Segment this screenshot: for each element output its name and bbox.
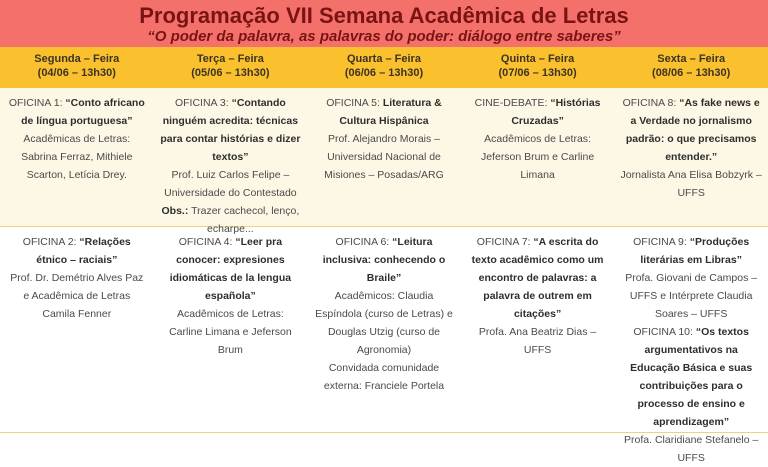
- page-title: Programação VII Semana Acadêmica de Letras: [139, 3, 629, 28]
- event-label: OFICINA 3:: [174, 97, 232, 109]
- event-title: “A escrita do texto acadêmico como um encontro de palavras: a palavra de outrem em citações”: [471, 236, 604, 320]
- event-cell-thursday-2: [461, 227, 615, 432]
- event-people: Acadêmicas de Letras: Sabrina Ferraz, Mithiele Scarton, Letícia Drey.: [21, 133, 133, 181]
- event-label: OFICINA 9:: [633, 236, 690, 248]
- event-title: “Histórias Cruzadas”: [511, 97, 601, 127]
- event-title: “Conto africano de língua portuguesa”: [21, 97, 145, 127]
- day-name: Segunda – Feira: [34, 53, 120, 65]
- event-title: “As fake news e a Verdade no jornalismo padrão: o que precisamos entender.”: [625, 97, 760, 163]
- event-people: Acadêmicos de Letras: Carline Limana e Jeferson Brum: [169, 308, 292, 356]
- event-people: Profa. Claridiane Stefanelo – UFFS: [624, 434, 759, 464]
- event-cell-friday-2: [614, 227, 768, 464]
- day-date: (08/06 – 13h30): [652, 67, 731, 79]
- event-label: OFICINA 5:: [326, 97, 383, 109]
- event-title: “Leitura inclusiva: conhecendo o Braile”: [322, 236, 446, 284]
- event-people: Profa. Giovani de Campos – UFFS e Intérprete Claudia Soares – UFFS: [625, 272, 758, 320]
- schedule-row-2: [0, 227, 768, 464]
- event-title: “Leer pra conocer: expresiones idiomáticas de la lengua española”: [169, 236, 292, 302]
- page-subtitle: “O poder da palavra, as palavras do poder: diálogo entre saberes”: [147, 28, 621, 45]
- event-cell-thursday-1: [461, 88, 615, 226]
- event-cell-monday-1: [0, 88, 154, 226]
- event-guest: Convidada comunidade externa: Franciele Portela: [323, 362, 445, 392]
- event-label: OFICINA 2:: [22, 236, 80, 248]
- day-date: (06/06 – 13h30): [344, 67, 424, 79]
- event-people: Profa. Ana Beatriz Dias – UFFS: [478, 326, 597, 356]
- event-cell-tuesday-2: [154, 227, 308, 432]
- day-name: Quinta – Feira: [500, 53, 575, 65]
- event-people: Prof. Dr. Demétrio Alves Paz e Acadêmica de Letras Camila Fenner: [10, 272, 144, 320]
- event-label: OFICINA 1:: [8, 97, 66, 109]
- obs-text: Trazer cachecol, lenço, echarpe...: [188, 205, 300, 235]
- event-label: OFICINA 6:: [335, 236, 393, 248]
- event-cell-monday-2: [0, 227, 154, 432]
- event-label: OFICINA 10:: [633, 326, 696, 338]
- event-title: “Produções literárias em Libras”: [640, 236, 750, 266]
- day-friday: [614, 47, 768, 88]
- day-wednesday: [307, 47, 461, 88]
- header: [0, 0, 768, 47]
- event-people: Acadêmicos: Claudia Espíndola (curso de Letras) e Douglas Utzig (curso de Agronomia): [315, 290, 453, 356]
- day-tuesday: [154, 47, 308, 88]
- event-people: Prof. Luiz Carlos Felipe – Universidade do Contestado: [164, 169, 297, 199]
- event-title: “Contando ninguém acredita: técnicas para contar histórias e dizer textos”: [160, 97, 301, 163]
- event-people: Prof. Alejandro Morais – Universidad Nacional de Misiones – Posadas/ARG: [324, 133, 444, 181]
- day-date: (07/06 – 13h30): [498, 67, 577, 79]
- day-thursday: [461, 47, 615, 88]
- event-cell-tuesday-1: [154, 88, 308, 235]
- event-label: OFICINA 8:: [622, 97, 680, 109]
- day-name: Sexta – Feira: [657, 53, 726, 65]
- event-cell-friday-1: [614, 88, 768, 226]
- event-label: OFICINA 4:: [178, 236, 236, 248]
- day-date: (05/06 – 13h30): [191, 67, 270, 79]
- day-name: Quarta – Feira: [346, 53, 421, 65]
- event-people: Acadêmicos de Letras: Jeferson Brum e Carline Limana: [480, 133, 595, 181]
- event-title: Literatura & Cultura Hispânica: [339, 97, 442, 127]
- schedule-row-1: [0, 88, 768, 235]
- event-title: “Relações étnico – raciais”: [36, 236, 131, 266]
- obs-label: Obs.:: [161, 205, 189, 217]
- event-label: OFICINA 7:: [476, 236, 534, 248]
- event-people: Jornalista Ana Elisa Bobzyrk – UFFS: [620, 169, 762, 199]
- day-name: Terça – Feira: [196, 53, 264, 65]
- event-cell-wednesday-2: [307, 227, 461, 432]
- event-label: CINE-DEBATE:: [474, 97, 551, 109]
- day-date: (04/06 – 13h30): [37, 67, 116, 79]
- day-monday: [0, 47, 154, 88]
- day-header-row: [0, 47, 768, 88]
- event-title: “Os textos argumentativos na Educação Básica e suas contribuições para o processo de ensino e aprendizagem”: [630, 326, 753, 428]
- event-cell-wednesday-1: [307, 88, 461, 226]
